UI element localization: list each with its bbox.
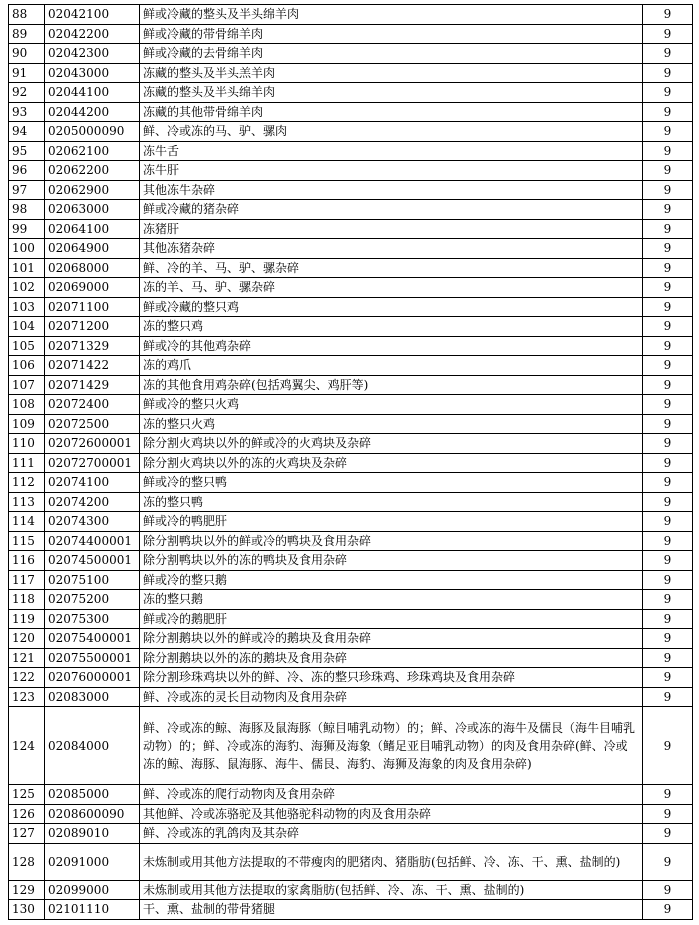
table-row — [9, 102, 693, 122]
row-number-cell: 101 — [9, 258, 45, 278]
commodity-code-cell: 02072400 — [45, 395, 140, 415]
table-row — [9, 24, 693, 44]
table-row — [9, 180, 693, 200]
commodity-name-cell: 冻的鸡爪 — [140, 356, 643, 376]
row-number-cell: 117 — [9, 570, 45, 590]
rate-cell: 9 — [643, 44, 693, 64]
rate-cell: 9 — [643, 434, 693, 454]
rate-cell: 9 — [643, 395, 693, 415]
rate-cell: 9 — [643, 590, 693, 610]
commodity-code-cell: 02083000 — [45, 687, 140, 707]
commodity-name-cell: 鲜、冷或冻的灵长目动物肉及食用杂碎 — [140, 687, 643, 707]
rate-cell: 9 — [643, 629, 693, 649]
commodity-name-cell: 鲜或冷的整只火鸡 — [140, 395, 643, 415]
table-row — [9, 395, 693, 415]
commodity-code-cell: 02063000 — [45, 200, 140, 220]
commodity-code-cell: 02042300 — [45, 44, 140, 64]
rate-cell: 9 — [643, 180, 693, 200]
commodity-name-cell: 冻猪肝 — [140, 219, 643, 239]
commodity-name-cell: 除分割鹅块以外的鲜或冷的鹅块及食用杂碎 — [140, 629, 643, 649]
table-row — [9, 843, 693, 880]
rate-cell: 9 — [643, 297, 693, 317]
table-row — [9, 590, 693, 610]
row-number-cell: 112 — [9, 473, 45, 493]
table-row — [9, 161, 693, 181]
rate-cell: 9 — [643, 824, 693, 844]
table-row — [9, 707, 693, 785]
rate-cell: 9 — [643, 609, 693, 629]
row-number-cell: 98 — [9, 200, 45, 220]
rate-cell: 9 — [643, 900, 693, 920]
rate-cell: 9 — [643, 356, 693, 376]
table-row — [9, 434, 693, 454]
rate-cell: 9 — [643, 24, 693, 44]
commodity-name-cell: 鲜或冷藏的去骨绵羊肉 — [140, 44, 643, 64]
rate-cell: 9 — [643, 375, 693, 395]
tariff-table — [8, 4, 693, 920]
table-row — [9, 63, 693, 83]
commodity-code-cell: 02075300 — [45, 609, 140, 629]
rate-cell: 9 — [643, 219, 693, 239]
commodity-code-cell: 02099000 — [45, 880, 140, 900]
commodity-name-cell: 冻牛肝 — [140, 161, 643, 181]
commodity-code-cell: 02091000 — [45, 843, 140, 880]
row-number-cell: 102 — [9, 278, 45, 298]
commodity-code-cell: 02044200 — [45, 102, 140, 122]
table-row — [9, 83, 693, 103]
commodity-code-cell: 02064900 — [45, 239, 140, 259]
row-number-cell: 128 — [9, 843, 45, 880]
row-number-cell: 88 — [9, 5, 45, 25]
commodity-code-cell: 02075200 — [45, 590, 140, 610]
commodity-name-cell: 除分割鸭块以外的鲜或冷的鸭块及食用杂碎 — [140, 531, 643, 551]
rate-cell: 9 — [643, 258, 693, 278]
table-row — [9, 824, 693, 844]
table-row — [9, 473, 693, 493]
row-number-cell: 91 — [9, 63, 45, 83]
commodity-name-cell: 除分割鸭块以外的冻的鸭块及食用杂碎 — [140, 551, 643, 571]
table-row — [9, 804, 693, 824]
row-number-cell: 107 — [9, 375, 45, 395]
commodity-code-cell: 02071100 — [45, 297, 140, 317]
commodity-code-cell: 02101110 — [45, 900, 140, 920]
commodity-name-cell: 除分割火鸡块以外的鲜或冷的火鸡块及杂碎 — [140, 434, 643, 454]
commodity-code-cell: 02042200 — [45, 24, 140, 44]
rate-cell: 9 — [643, 648, 693, 668]
table-row — [9, 122, 693, 142]
table-row — [9, 512, 693, 532]
commodity-code-cell: 02074500001 — [45, 551, 140, 571]
commodity-name-cell: 其他冻牛杂碎 — [140, 180, 643, 200]
table-row — [9, 336, 693, 356]
commodity-name-cell: 鲜、冷或冻的乳鸽肉及其杂碎 — [140, 824, 643, 844]
row-number-cell: 119 — [9, 609, 45, 629]
commodity-code-cell: 02085000 — [45, 785, 140, 805]
table-row — [9, 200, 693, 220]
table-row — [9, 375, 693, 395]
row-number-cell: 90 — [9, 44, 45, 64]
commodity-code-cell: 02072700001 — [45, 453, 140, 473]
table-row — [9, 44, 693, 64]
table-row — [9, 900, 693, 920]
commodity-name-cell: 冻的整只鹅 — [140, 590, 643, 610]
commodity-name-cell: 鲜或冷的整只鸭 — [140, 473, 643, 493]
row-number-cell: 109 — [9, 414, 45, 434]
commodity-name-cell: 冻牛舌 — [140, 141, 643, 161]
rate-cell: 9 — [643, 141, 693, 161]
row-number-cell: 122 — [9, 668, 45, 688]
commodity-code-cell: 02062100 — [45, 141, 140, 161]
rate-cell: 9 — [643, 804, 693, 824]
row-number-cell: 130 — [9, 900, 45, 920]
row-number-cell: 115 — [9, 531, 45, 551]
row-number-cell: 110 — [9, 434, 45, 454]
commodity-name-cell: 未炼制或用其他方法提取的家禽脂肪(包括鲜、冷、冻、干、熏、盐制的) — [140, 880, 643, 900]
row-number-cell: 89 — [9, 24, 45, 44]
commodity-code-cell: 02071329 — [45, 336, 140, 356]
table-row — [9, 219, 693, 239]
commodity-name-cell: 其他冻猪杂碎 — [140, 239, 643, 259]
commodity-code-cell: 02075400001 — [45, 629, 140, 649]
commodity-code-cell: 02062900 — [45, 180, 140, 200]
rate-cell: 9 — [643, 512, 693, 532]
commodity-code-cell: 02072500 — [45, 414, 140, 434]
row-number-cell: 126 — [9, 804, 45, 824]
table-row — [9, 880, 693, 900]
rate-cell: 9 — [643, 336, 693, 356]
commodity-name-cell: 鲜或冷藏的整只鸡 — [140, 297, 643, 317]
commodity-code-cell: 02075100 — [45, 570, 140, 590]
commodity-name-cell: 冻的整只鸡 — [140, 317, 643, 337]
commodity-name-cell: 冻的其他食用鸡杂碎(包括鸡翼尖、鸡肝等) — [140, 375, 643, 395]
row-number-cell: 94 — [9, 122, 45, 142]
commodity-name-cell: 冻藏的整头及半头绵羊肉 — [140, 83, 643, 103]
row-number-cell: 106 — [9, 356, 45, 376]
table-row — [9, 785, 693, 805]
table-row — [9, 317, 693, 337]
table-row — [9, 648, 693, 668]
row-number-cell: 95 — [9, 141, 45, 161]
table-row — [9, 297, 693, 317]
rate-cell: 9 — [643, 843, 693, 880]
commodity-code-cell: 0205000090 — [45, 122, 140, 142]
row-number-cell: 92 — [9, 83, 45, 103]
rate-cell: 9 — [643, 473, 693, 493]
table-row — [9, 258, 693, 278]
table-row — [9, 141, 693, 161]
commodity-name-cell: 冻藏的整头及半头羔羊肉 — [140, 63, 643, 83]
commodity-name-cell: 冻藏的其他带骨绵羊肉 — [140, 102, 643, 122]
table-row — [9, 687, 693, 707]
commodity-name-cell: 干、熏、盐制的带骨猪腿 — [140, 900, 643, 920]
rate-cell: 9 — [643, 492, 693, 512]
commodity-code-cell: 02074400001 — [45, 531, 140, 551]
commodity-name-cell: 鲜或冷藏的整头及半头绵羊肉 — [140, 5, 643, 25]
commodity-name-cell: 鲜或冷的其他鸡杂碎 — [140, 336, 643, 356]
rate-cell: 9 — [643, 453, 693, 473]
table-row — [9, 5, 693, 25]
table-row — [9, 278, 693, 298]
commodity-name-cell: 鲜或冷的整只鹅 — [140, 570, 643, 590]
row-number-cell: 111 — [9, 453, 45, 473]
commodity-code-cell: 02089010 — [45, 824, 140, 844]
table-row — [9, 531, 693, 551]
commodity-name-cell: 除分割火鸡块以外的冻的火鸡块及杂碎 — [140, 453, 643, 473]
row-number-cell: 108 — [9, 395, 45, 415]
rate-cell: 9 — [643, 239, 693, 259]
commodity-code-cell: 02076000001 — [45, 668, 140, 688]
table-row — [9, 492, 693, 512]
commodity-code-cell: 02084000 — [45, 707, 140, 785]
rate-cell: 9 — [643, 785, 693, 805]
commodity-code-cell: 0208600090 — [45, 804, 140, 824]
table-row — [9, 551, 693, 571]
row-number-cell: 113 — [9, 492, 45, 512]
commodity-code-cell: 02071422 — [45, 356, 140, 376]
tariff-table-container — [8, 4, 692, 920]
row-number-cell: 104 — [9, 317, 45, 337]
commodity-code-cell: 02043000 — [45, 63, 140, 83]
table-row — [9, 356, 693, 376]
rate-cell: 9 — [643, 102, 693, 122]
commodity-name-cell: 鲜或冷藏的带骨绵羊肉 — [140, 24, 643, 44]
commodity-code-cell: 02074100 — [45, 473, 140, 493]
commodity-code-cell: 02071200 — [45, 317, 140, 337]
row-number-cell: 127 — [9, 824, 45, 844]
row-number-cell: 116 — [9, 551, 45, 571]
row-number-cell: 96 — [9, 161, 45, 181]
commodity-code-cell: 02044100 — [45, 83, 140, 103]
commodity-name-cell: 冻的羊、马、驴、骡杂碎 — [140, 278, 643, 298]
commodity-name-cell: 鲜、冷或冻的马、驴、骡肉 — [140, 122, 643, 142]
row-number-cell: 99 — [9, 219, 45, 239]
commodity-name-cell: 鲜或冷的鸭肥肝 — [140, 512, 643, 532]
rate-cell: 9 — [643, 317, 693, 337]
tariff-table-body — [9, 5, 693, 920]
row-number-cell: 129 — [9, 880, 45, 900]
table-row — [9, 570, 693, 590]
row-number-cell: 114 — [9, 512, 45, 532]
row-number-cell: 100 — [9, 239, 45, 259]
commodity-name-cell: 鲜或冷的鹅肥肝 — [140, 609, 643, 629]
commodity-code-cell: 02042100 — [45, 5, 140, 25]
rate-cell: 9 — [643, 551, 693, 571]
table-row — [9, 239, 693, 259]
commodity-name-cell: 鲜、冷或冻的鲸、海豚及鼠海豚（鲸目哺乳动物）的；鲜、冷或冻的海牛及儒艮（海牛目哺乳动物）的；鲜、冷或冻的海豹、海狮及海象（鳍足亚目哺乳动物）的肉及食用杂碎(鲜、冷或冻的鲸、海豚、鼠海豚、海牛、儒艮、海豹、海狮及海象的肉及食用杂碎) — [140, 707, 643, 785]
commodity-code-cell: 02072600001 — [45, 434, 140, 454]
rate-cell: 9 — [643, 200, 693, 220]
row-number-cell: 97 — [9, 180, 45, 200]
commodity-name-cell: 冻的整只鸭 — [140, 492, 643, 512]
row-number-cell: 121 — [9, 648, 45, 668]
rate-cell: 9 — [643, 122, 693, 142]
rate-cell: 9 — [643, 5, 693, 25]
rate-cell: 9 — [643, 668, 693, 688]
rate-cell: 9 — [643, 707, 693, 785]
rate-cell: 9 — [643, 531, 693, 551]
rate-cell: 9 — [643, 83, 693, 103]
commodity-name-cell: 鲜、冷或冻的爬行动物肉及食用杂碎 — [140, 785, 643, 805]
row-number-cell: 103 — [9, 297, 45, 317]
commodity-code-cell: 02074300 — [45, 512, 140, 532]
commodity-code-cell: 02062200 — [45, 161, 140, 181]
rate-cell: 9 — [643, 63, 693, 83]
commodity-code-cell: 02074200 — [45, 492, 140, 512]
rate-cell: 9 — [643, 570, 693, 590]
table-row — [9, 629, 693, 649]
rate-cell: 9 — [643, 161, 693, 181]
row-number-cell: 93 — [9, 102, 45, 122]
row-number-cell: 124 — [9, 707, 45, 785]
commodity-name-cell: 鲜、冷的羊、马、驴、骡杂碎 — [140, 258, 643, 278]
rate-cell: 9 — [643, 414, 693, 434]
row-number-cell: 118 — [9, 590, 45, 610]
row-number-cell: 105 — [9, 336, 45, 356]
row-number-cell: 123 — [9, 687, 45, 707]
commodity-code-cell: 02064100 — [45, 219, 140, 239]
commodity-name-cell: 除分割珍珠鸡块以外的鲜、冷、冻的整只珍珠鸡、珍珠鸡块及食用杂碎 — [140, 668, 643, 688]
commodity-code-cell: 02071429 — [45, 375, 140, 395]
commodity-name-cell: 冻的整只火鸡 — [140, 414, 643, 434]
row-number-cell: 125 — [9, 785, 45, 805]
rate-cell: 9 — [643, 880, 693, 900]
commodity-name-cell: 除分割鹅块以外的冻的鹅块及食用杂碎 — [140, 648, 643, 668]
rate-cell: 9 — [643, 278, 693, 298]
commodity-code-cell: 02075500001 — [45, 648, 140, 668]
table-row — [9, 453, 693, 473]
commodity-name-cell: 未炼制或用其他方法提取的不带瘦肉的肥猪肉、猪脂肪(包括鲜、冷、冻、干、熏、盐制的) — [140, 843, 643, 880]
row-number-cell: 120 — [9, 629, 45, 649]
rate-cell: 9 — [643, 687, 693, 707]
table-row — [9, 414, 693, 434]
commodity-name-cell: 其他鲜、冷或冻骆驼及其他骆驼科动物的肉及食用杂碎 — [140, 804, 643, 824]
table-row — [9, 609, 693, 629]
commodity-name-cell: 鲜或冷藏的猪杂碎 — [140, 200, 643, 220]
commodity-code-cell: 02069000 — [45, 278, 140, 298]
commodity-code-cell: 02068000 — [45, 258, 140, 278]
table-row — [9, 668, 693, 688]
